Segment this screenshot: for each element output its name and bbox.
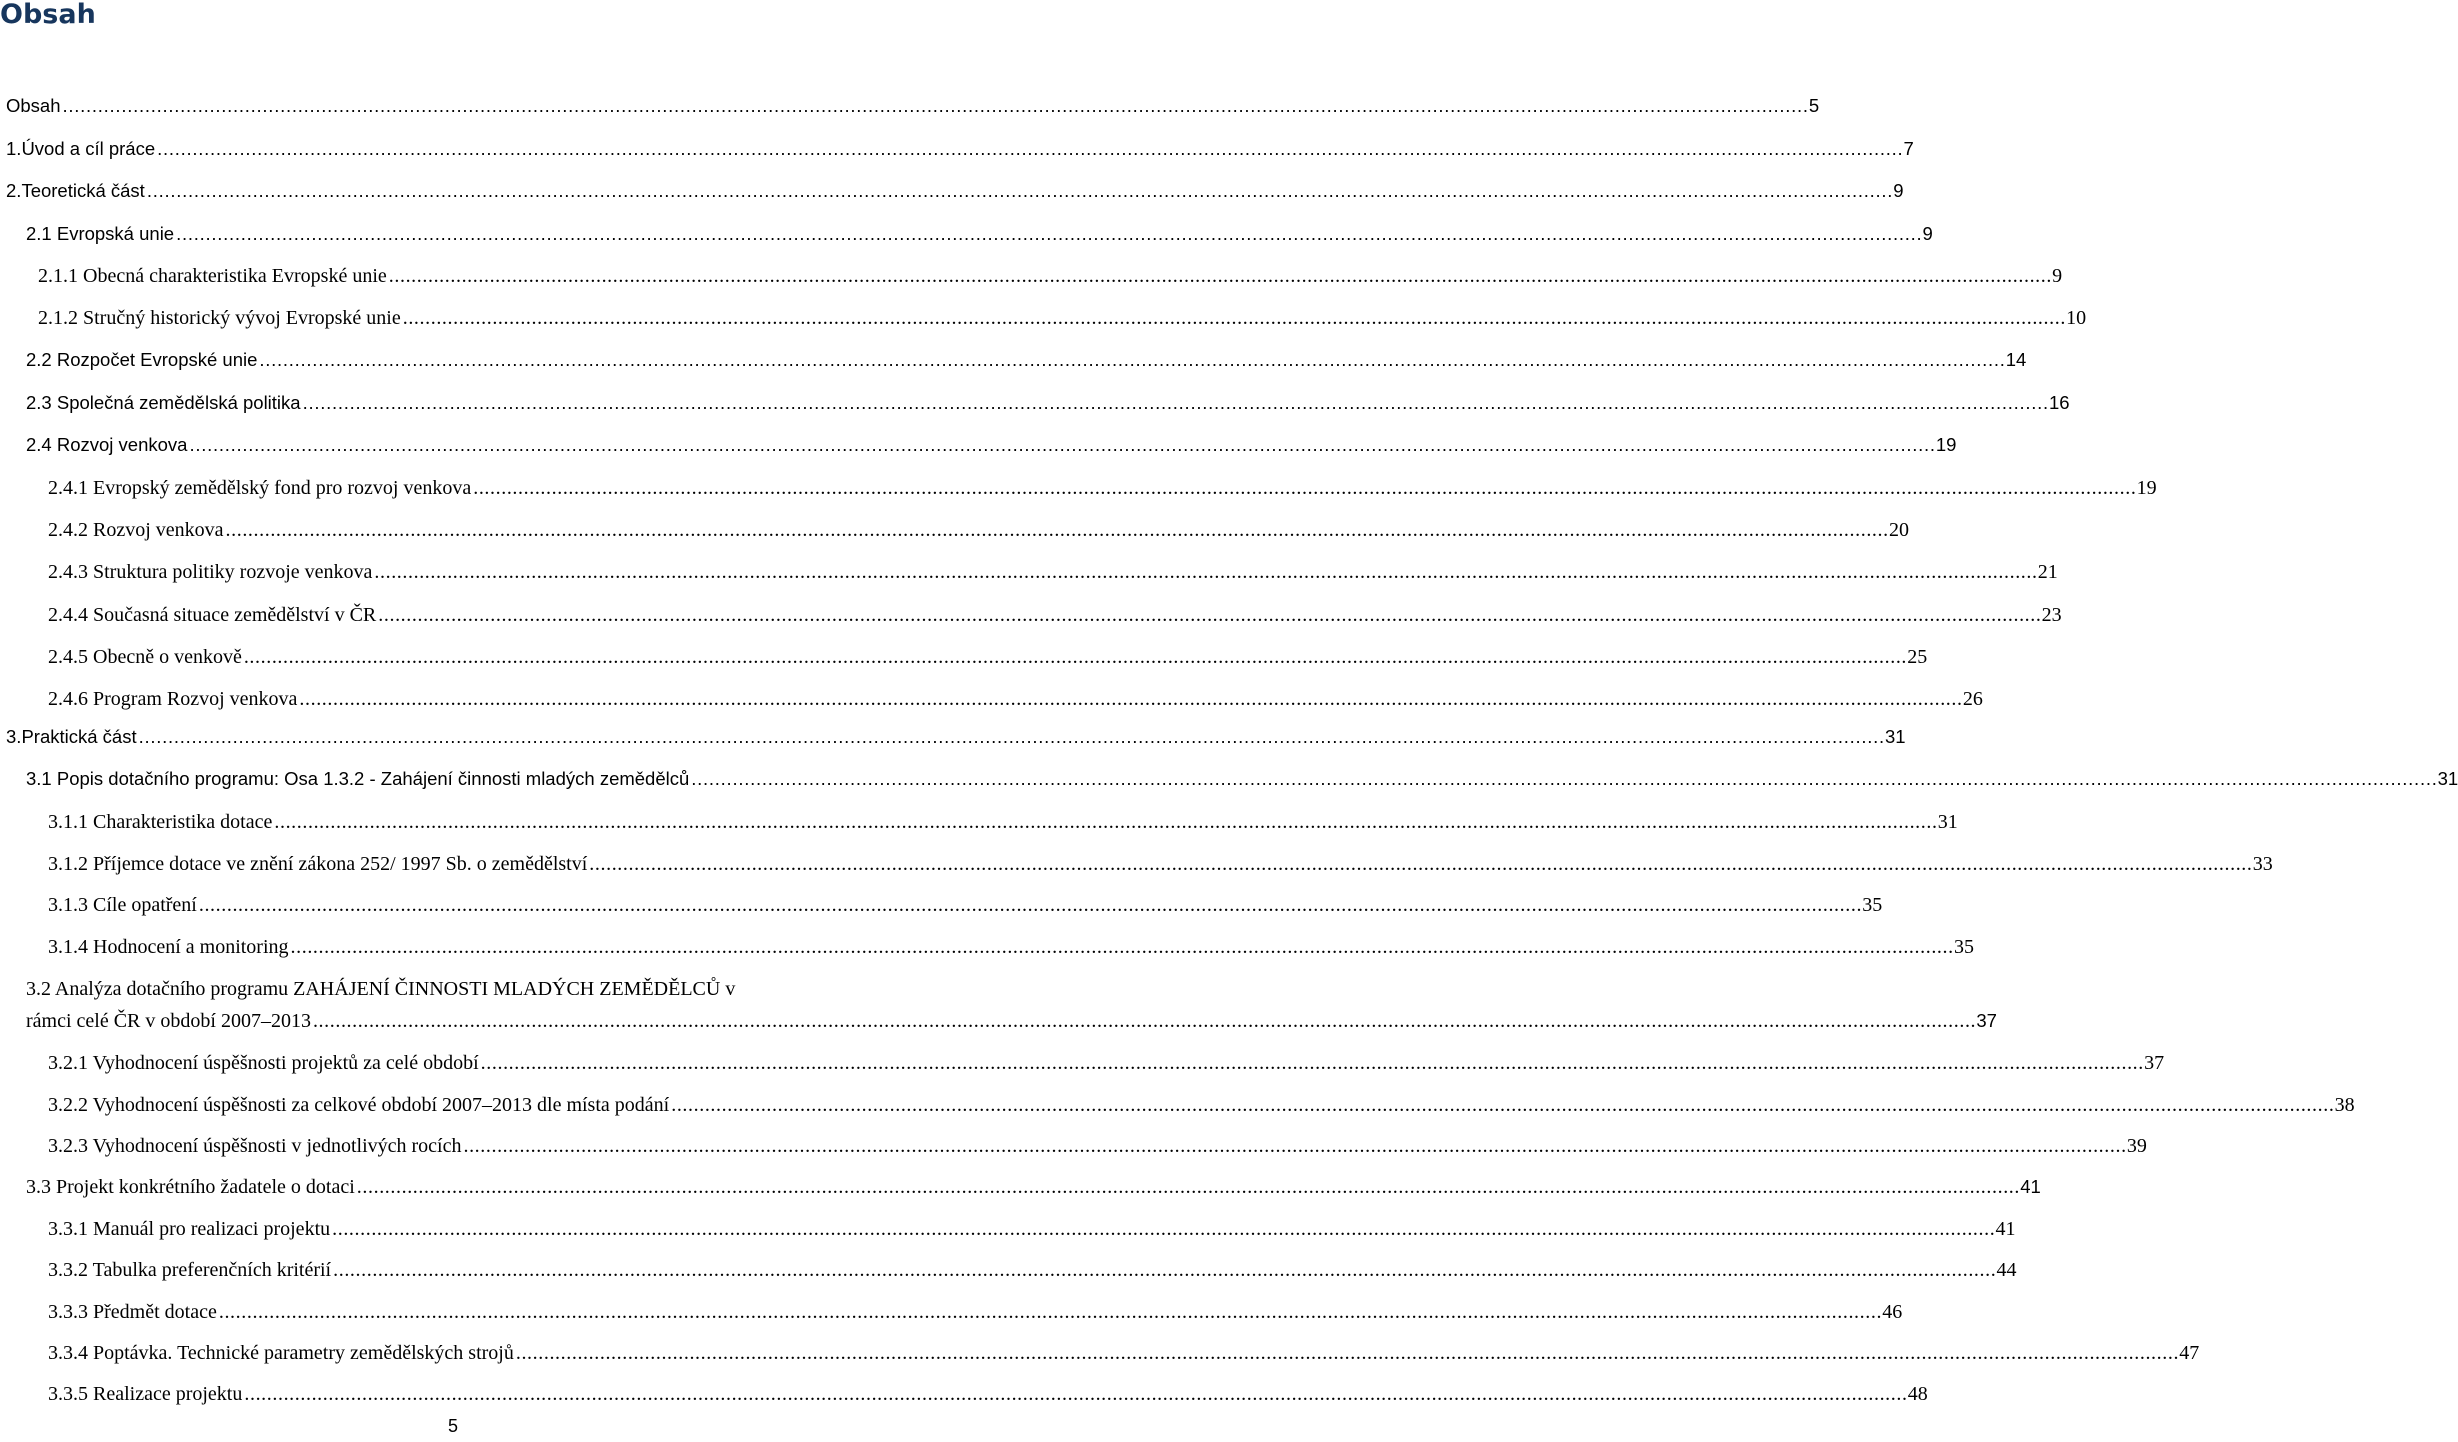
toc-dot-leader [463, 1134, 2123, 1158]
toc-entry-page: 26 [1962, 688, 1983, 710]
toc-entry-title: 3.2.1 Vyhodnocení úspěšnosti projektů za celé období [48, 1052, 479, 1074]
toc-entry[interactable] [48, 1089, 2355, 1117]
toc-entry[interactable] [48, 1378, 1928, 1406]
toc-entry[interactable] [48, 683, 1983, 711]
toc-dot-leader [299, 687, 1959, 711]
toc-entry[interactable] [48, 599, 2062, 627]
toc-entry-title: 3.2.2 Vyhodnocení úspěšnosti za celkové období 2007–2013 dle místa podání [48, 1094, 670, 1116]
toc-entry-title: 3.1.4 Hodnocení a monitoring [48, 936, 289, 958]
toc-entry-title: 2.3 Společná zemědělská politika [26, 392, 301, 413]
toc-entry-page: 46 [1882, 1301, 1903, 1323]
toc-entry[interactable] [26, 1005, 1997, 1033]
toc-entry-page: 5 [1808, 95, 1820, 116]
toc-entry[interactable] [48, 889, 1883, 917]
toc-dot-leader [389, 264, 2049, 288]
toc-entry-title: 3.1.2 Příjemce dotace ve znění zákona 252/ 1997 Sb. o zemědělství [48, 853, 588, 875]
toc-entry[interactable] [48, 1047, 2165, 1075]
toc-dot-leader [516, 1341, 2176, 1365]
toc-entry[interactable] [48, 1213, 2016, 1241]
toc-entry-page: 37 [1976, 1010, 1997, 1031]
toc-dot-leader [176, 222, 1919, 246]
toc-entry-page: 25 [1907, 646, 1928, 668]
toc-entry-page: 21 [2037, 561, 2058, 583]
toc-entry-page: 31 [1937, 811, 1958, 833]
toc-entry-title: 2.4 Rozvoj venkova [26, 434, 188, 455]
page-title: Obsah [0, 0, 96, 30]
toc-dot-leader [303, 391, 2046, 415]
toc-entry-page: 19 [2136, 477, 2157, 499]
toc-entry-title: 3.2 Analýza dotačního programu ZAHÁJENÍ ČINNOSTI MLADÝCH ZEMĚDĚLCŮ v [26, 978, 736, 1000]
toc-entry[interactable] [26, 387, 2070, 415]
toc-entry-title: Teoretická část [21, 180, 145, 201]
toc-entry[interactable] [26, 1171, 2041, 1199]
toc-dot-leader [403, 306, 2063, 330]
toc-entry-title: 2.4.3 Struktura politiky rozvoje venkova [48, 561, 373, 583]
toc-entry-page: 19 [1935, 434, 1957, 455]
toc-entry-title: 2.4.4 Současná situace zemědělství v ČR [48, 604, 377, 626]
toc-entry[interactable] [6, 90, 1820, 118]
toc-entry[interactable] [38, 260, 2063, 288]
toc-entry[interactable] [48, 556, 2058, 584]
toc-entry[interactable] [48, 514, 1909, 542]
toc-entry-page: 38 [2334, 1094, 2355, 1116]
toc-entry-title: 2.2 Rozpočet Evropské unie [26, 349, 258, 370]
toc-dot-leader [199, 893, 1859, 917]
toc-entry-title: 2.1.2 Stručný historický vývoj Evropské unie [38, 307, 401, 329]
toc-entry-page: 7 [1903, 138, 1914, 159]
toc-entry[interactable] [48, 1130, 2147, 1158]
toc-entry-title: 3.3.3 Předmět dotace [48, 1301, 217, 1323]
toc-entry-page: 48 [1907, 1383, 1928, 1405]
toc-dot-leader [274, 810, 1934, 834]
toc-dot-leader [291, 935, 1951, 959]
toc-entry-title: 3.1 Popis dotačního programu: Osa 1.3.2 - Zahájení činnosti mladých zemědělců [26, 768, 690, 789]
toc-entry-page: 37 [2144, 1052, 2165, 1074]
toc-entry-number: 1. [6, 138, 22, 159]
toc-entry-title: 3.3.1 Manuál pro realizaci projektu [48, 1218, 331, 1240]
toc-entry-number: 3. [6, 726, 22, 747]
toc-entry-title: 3.1.3 Cíle opatření [48, 894, 197, 916]
toc-dot-leader [244, 645, 1904, 669]
toc-entry-page: 10 [2066, 307, 2087, 329]
toc-dot-leader [157, 137, 1900, 161]
toc-entry[interactable] [26, 218, 1933, 246]
toc-dot-leader [189, 433, 1932, 457]
toc-entry[interactable] [48, 806, 1958, 834]
toc-entry-page: 33 [2252, 853, 2273, 875]
toc-dot-leader [259, 348, 2002, 372]
toc-entry-page: 44 [1996, 1259, 2017, 1281]
toc-entry-page: 41 [2020, 1176, 2041, 1197]
toc-entry-title: 3.2.3 Vyhodnocení úspěšnosti v jednotlivých rocích [48, 1135, 462, 1157]
toc-entry-page: 31 [2437, 768, 2458, 789]
toc-entry-page: 35 [1862, 894, 1883, 916]
toc-dot-leader [333, 1258, 1993, 1282]
toc-dot-leader [147, 179, 1890, 203]
toc-dot-leader [139, 725, 1882, 749]
toc-entry-title: 3.3.4 Poptávka. Technické parametry zemědělských strojů [48, 1342, 514, 1364]
toc-entry-page: 39 [2126, 1135, 2147, 1157]
toc-entry-title: 3.3.5 Realizace projektu [48, 1383, 243, 1405]
toc-entry[interactable] [48, 931, 1974, 959]
toc-entry-title: 2.4.6 Program Rozvoj venkova [48, 688, 298, 710]
toc-entry-title: Úvod a cíl práce [21, 138, 156, 159]
toc-entry-title: rámci celé ČR v období 2007–2013 [26, 1010, 311, 1032]
toc-dot-leader [332, 1217, 1992, 1241]
toc-entry[interactable] [48, 472, 2157, 500]
toc-entry[interactable] [48, 1337, 2200, 1365]
toc-dot-leader [357, 1175, 2017, 1199]
toc-entry[interactable] [38, 302, 2087, 330]
toc-entry[interactable] [6, 175, 1904, 203]
toc-entry-page: 23 [2041, 604, 2062, 626]
toc-dot-leader [589, 852, 2249, 876]
toc-entry[interactable] [6, 133, 1914, 161]
toc-entry-page: 16 [2048, 392, 2070, 413]
toc-entry[interactable] [26, 763, 2458, 791]
toc-entry-title: Obsah [6, 95, 61, 116]
toc-entry-page: 35 [1953, 936, 1974, 958]
toc-dot-leader [473, 476, 2133, 500]
toc-entry-page: 41 [1995, 1218, 2016, 1240]
toc-dot-leader [219, 1300, 1879, 1324]
toc-entry-page: 31 [1884, 726, 1906, 747]
toc-entry[interactable] [48, 1254, 2017, 1282]
toc-entry[interactable] [48, 848, 2273, 876]
toc-dot-leader [374, 560, 2034, 584]
toc-entry-page: 14 [2005, 349, 2027, 370]
toc-entry[interactable] [6, 721, 1906, 749]
toc-entry-title: 2.4.5 Obecně o venkově [48, 646, 242, 668]
toc-entry-title: Praktická část [21, 726, 137, 747]
toc-dot-leader [313, 1009, 1973, 1033]
toc-entry-page: 47 [2179, 1342, 2200, 1364]
toc-dot-leader [671, 1093, 2331, 1117]
toc-dot-leader [226, 518, 1886, 542]
toc-entry[interactable] [26, 429, 1957, 457]
toc-dot-leader [378, 603, 2038, 627]
toc-entry-page: 20 [1888, 519, 1909, 541]
toc-entry-page: 9 [1922, 223, 1933, 244]
toc-dot-leader [244, 1382, 1904, 1406]
toc-entry-number: 2. [6, 180, 22, 201]
footer-page-number: 5 [447, 1416, 458, 1436]
toc-dot-leader [691, 767, 2434, 791]
toc-entry-title: 3.3 Projekt konkrétního žadatele o dotaci [26, 1176, 355, 1198]
toc-dot-leader [481, 1051, 2141, 1075]
toc-entry[interactable] [26, 344, 2027, 372]
toc-dot-leader [63, 94, 1806, 118]
toc-entry-page: 9 [1893, 180, 1904, 201]
toc-entry-title: 2.1 Evropská unie [26, 223, 175, 244]
toc-entry-title: 2.1.1 Obecná charakteristika Evropské unie [38, 265, 387, 287]
toc-entry-page: 9 [2052, 265, 2063, 287]
toc-entry[interactable] [48, 641, 1928, 669]
toc-entry-title: 3.3.2 Tabulka preferenčních kritérií [48, 1259, 332, 1281]
toc-entry-title: 2.4.2 Rozvoj venkova [48, 519, 224, 541]
toc-entry-title: 2.4.1 Evropský zemědělský fond pro rozvoj venkova [48, 477, 472, 499]
toc-entry-title: 3.1.1 Charakteristika dotace [48, 811, 273, 833]
toc-entry[interactable] [48, 1296, 1903, 1324]
toc-entry-wrapped-line[interactable] [26, 973, 735, 1001]
